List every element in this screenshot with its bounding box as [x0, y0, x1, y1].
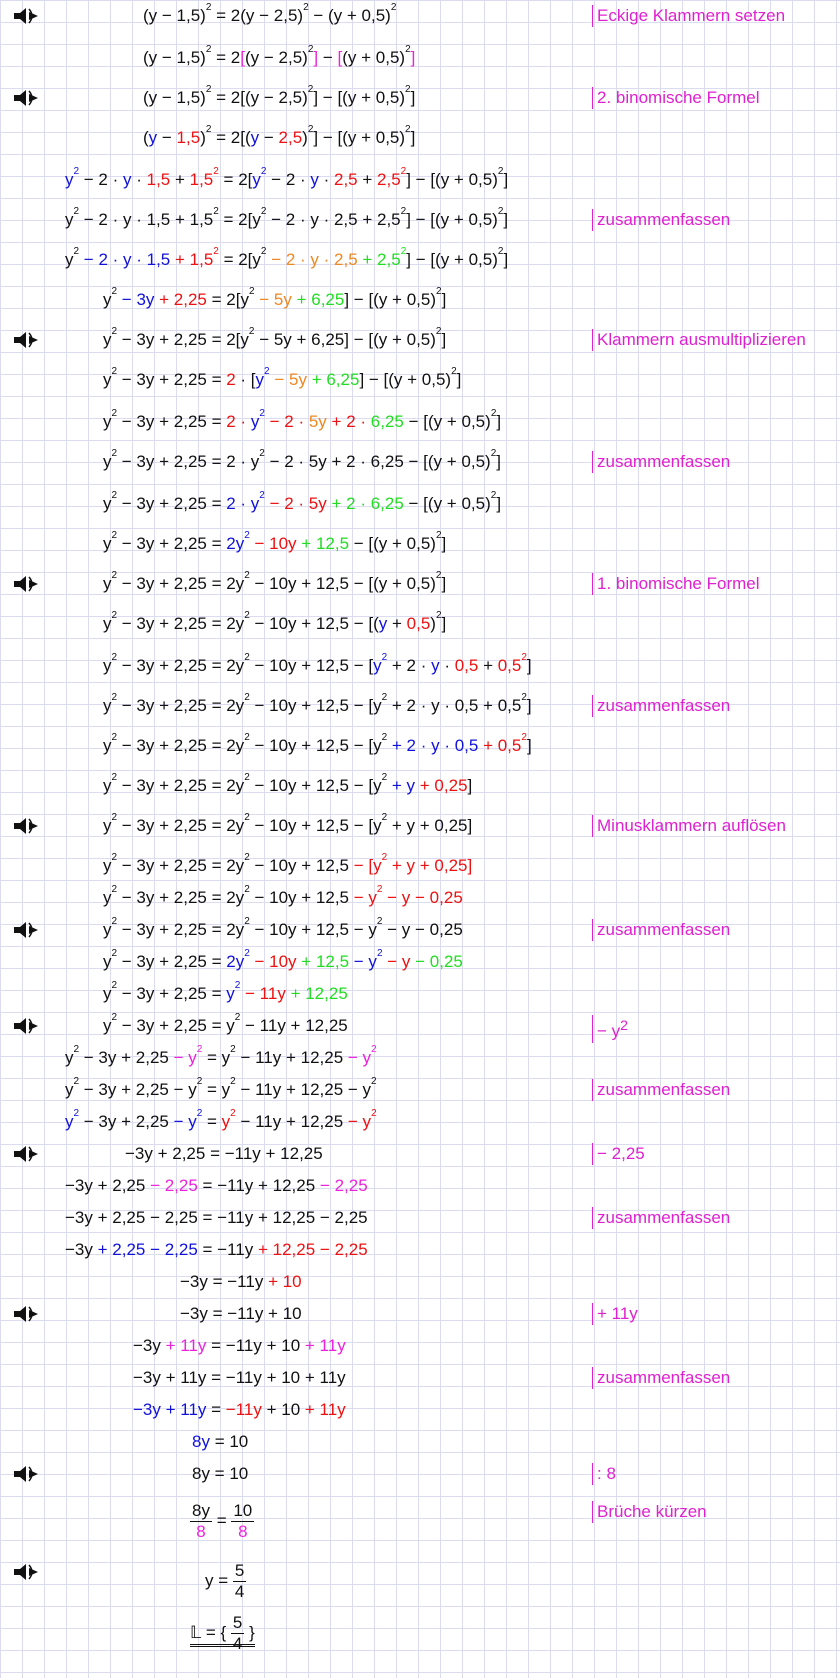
equation: $y^2 - 3y + 2,25 = 2y^2 - 10y + 12,5 - [y^2 + 2 \cdot y \cdot 0,5 + 0,5^2]$: [103, 692, 532, 715]
equation: −3y + 2,25 = −11y + 12,25: [125, 1144, 323, 1163]
step-annotation: − 2,25: [592, 1143, 645, 1165]
equation: $y^2 - 3y + 2,25 = y^2 - 11y + 12,25$: [103, 1012, 348, 1035]
step-annotation: zusammenfassen: [592, 1367, 730, 1389]
speaker-play-icon[interactable]: [12, 1144, 40, 1164]
equation: $(y - 1,5)^2 = 2(y - 2,5)^2 - (y + 0,5)^2$: [143, 2, 397, 25]
speaker-play-icon[interactable]: [12, 1562, 40, 1582]
equation: $y^2 - 3y + 2,25 = 2[y^2 - 5y + 6,25] - [(y + 0,5)^2]$: [103, 326, 447, 349]
equation: −3y + 2,25 − 2,25 = −11y + 12,25 − 2,25: [65, 1240, 368, 1259]
equation: $y^2 - 3y + 2,25 = 2y^2 - 10y + 12,5 - [y^2 + y + 0,25]$: [103, 852, 473, 875]
equation: $y^2 - 3y + 2,25 = y^2 - 11y + 12,25$: [103, 980, 348, 1003]
step-annotation: zusammenfassen: [592, 209, 730, 231]
speaker-play-icon[interactable]: [12, 574, 40, 594]
equation: $y^2 - 3y + 2,25 = 2y^2 - 10y + 12,5 - [(y + 0,5)^2]$: [103, 530, 447, 553]
equation: $y^2 - 3y + 2,25 = 2 \cdot [y^2 - 5y + 6,25] - [(y + 0,5)^2]$: [103, 366, 462, 389]
step-annotation: Klammern ausmultiplizieren: [592, 329, 806, 351]
step-annotation: 1. binomische Formel: [592, 573, 760, 595]
equation: $(y - 1,5)^2 = 2[(y - 2,5)^2] - [(y + 0,5)^2]$: [143, 124, 416, 147]
speaker-play-icon[interactable]: [12, 920, 40, 940]
equation: −3y + 11y = −11y + 10 + 11y: [133, 1368, 346, 1387]
equation: 𝕃 = { $\frac{5}{4}$ }: [190, 1613, 255, 1653]
speaker-play-icon[interactable]: [12, 1464, 40, 1484]
equation: $(y - 1,5)^2 = 2[(y - 2,5)^2] - [(y + 0,5)^2]$: [143, 84, 416, 107]
equation: $y^2 - 3y + 2,25 = 2y^2 - 10y + 12,5 - [y^2 + 2 \cdot y \cdot 0,5 + 0,5^2]$: [103, 652, 532, 675]
step-annotation: zusammenfassen: [592, 919, 730, 941]
equation: y = $\frac{5}{4}$: [205, 1561, 245, 1601]
equation: $y^2 - 3y + 2,25 = 2[y^2 - 5y + 6,25] - [(y + 0,5)^2]$: [103, 286, 447, 309]
equation: 8y = 10: [192, 1464, 249, 1483]
equation: −3y = −11y + 10: [180, 1272, 302, 1291]
speaker-play-icon[interactable]: [12, 6, 40, 26]
step-annotation: zusammenfassen: [592, 451, 730, 473]
equation: $y^2 - 3y + 2,25 = 2y^2 - 10y + 12,5 - y^2 - y - 0,25$: [103, 884, 463, 907]
speaker-play-icon[interactable]: [12, 330, 40, 350]
equation: −3y + 2,25 − 2,25 = −11y + 12,25 − 2,25: [65, 1208, 368, 1227]
equation: $(y - 1,5)^2 = 2[(y - 2,5)^2] - [(y + 0,5)^2]$: [143, 44, 416, 67]
step-annotation: − $y^2$: [592, 1015, 628, 1043]
step-annotation: Eckige Klammern setzen: [592, 5, 785, 27]
equation: $y^2 - 3y + 2,25 - y^2 = y^2 - 11y + 12,25 - y^2$: [65, 1108, 377, 1131]
speaker-play-icon[interactable]: [12, 88, 40, 108]
step-annotation: + 11y: [592, 1303, 638, 1325]
equation: $y^2 - 2 \cdot y \cdot 1,5 + 1,5^2 = 2[y^2 - 2 \cdot y \cdot 2,5 + 2,5^2] - [(y + 0,5)^2]$: [65, 246, 509, 269]
step-annotation: zusammenfassen: [592, 1079, 730, 1101]
equation: $y^2 - 3y + 2,25 = 2y^2 - 10y + 12,5 - [(y + 0,5)^2]$: [103, 610, 447, 633]
equation: $y^2 - 3y + 2,25 = 2y^2 - 10y + 12,5 - y^2 - y - 0,25$: [103, 948, 463, 971]
equation: $y^2 - 3y + 2,25 = 2y^2 - 10y + 12,5 - [y^2 + y + 0,25]$: [103, 812, 473, 835]
equation: $y^2 - 3y + 2,25 - y^2 = y^2 - 11y + 12,25 - y^2$: [65, 1044, 377, 1067]
speaker-play-icon[interactable]: [12, 1016, 40, 1036]
speaker-play-icon[interactable]: [12, 816, 40, 836]
equation: $y^2 - 2 \cdot y \cdot 1,5 + 1,5^2 = 2[y^2 - 2 \cdot y \cdot 2,5 + 2,5^2] - [(y + 0,5)^2]$: [65, 206, 509, 229]
equation: $\frac{8y}{8}$ = $\frac{10}{8}$: [192, 1501, 253, 1541]
step-annotation: zusammenfassen: [592, 1207, 730, 1229]
step-annotation: 2. binomische Formel: [592, 87, 760, 109]
equation: $y^2 - 3y + 2,25 - y^2 = y^2 - 11y + 12,25 - y^2$: [65, 1076, 377, 1099]
equation: −3y = −11y + 10: [180, 1304, 302, 1323]
equation: −3y + 11y = −11y + 10 + 11y: [133, 1336, 346, 1355]
equation: −3y + 11y = −11y + 10 + 11y: [133, 1400, 346, 1419]
equation: −3y + 2,25 − 2,25 = −11y + 12,25 − 2,25: [65, 1176, 368, 1195]
speaker-play-icon[interactable]: [12, 1304, 40, 1324]
step-annotation: Minusklammern auflösen: [592, 815, 786, 837]
equation: $y^2 - 3y + 2,25 = 2 \cdot y^2 - 2 \cdot 5y + 2 \cdot 6,25 - [(y + 0,5)^2]$: [103, 448, 501, 471]
equation: $y^2 - 3y + 2,25 = 2y^2 - 10y + 12,5 - [y^2 + 2 \cdot y \cdot 0,5 + 0,5^2]$: [103, 732, 532, 755]
equation: $y^2 - 3y + 2,25 = 2y^2 - 10y + 12,5 - [y^2 + y + 0,25]$: [103, 772, 473, 795]
step-annotation: Brüche kürzen: [592, 1501, 707, 1523]
step-annotation: zusammenfassen: [592, 695, 730, 717]
equation: $y^2 - 2 \cdot y \cdot 1,5 + 1,5^2 = 2[y^2 - 2 \cdot y \cdot 2,5 + 2,5^2] - [(y + 0,5)^2]$: [65, 166, 509, 189]
step-annotation: : 8: [592, 1463, 616, 1485]
equation: $y^2 - 3y + 2,25 = 2y^2 - 10y + 12,5 - y^2 - y - 0,25$: [103, 916, 463, 939]
equation: 8y = 10: [192, 1432, 249, 1451]
equation: $y^2 - 3y + 2,25 = 2y^2 - 10y + 12,5 - [(y + 0,5)^2]$: [103, 570, 447, 593]
equation: $y^2 - 3y + 2,25 = 2 \cdot y^2 - 2 \cdot 5y + 2 \cdot 6,25 - [(y + 0,5)^2]$: [103, 408, 502, 431]
equation: $y^2 - 3y + 2,25 = 2 \cdot y^2 - 2 \cdot 5y + 2 \cdot 6,25 - [(y + 0,5)^2]$: [103, 490, 502, 513]
